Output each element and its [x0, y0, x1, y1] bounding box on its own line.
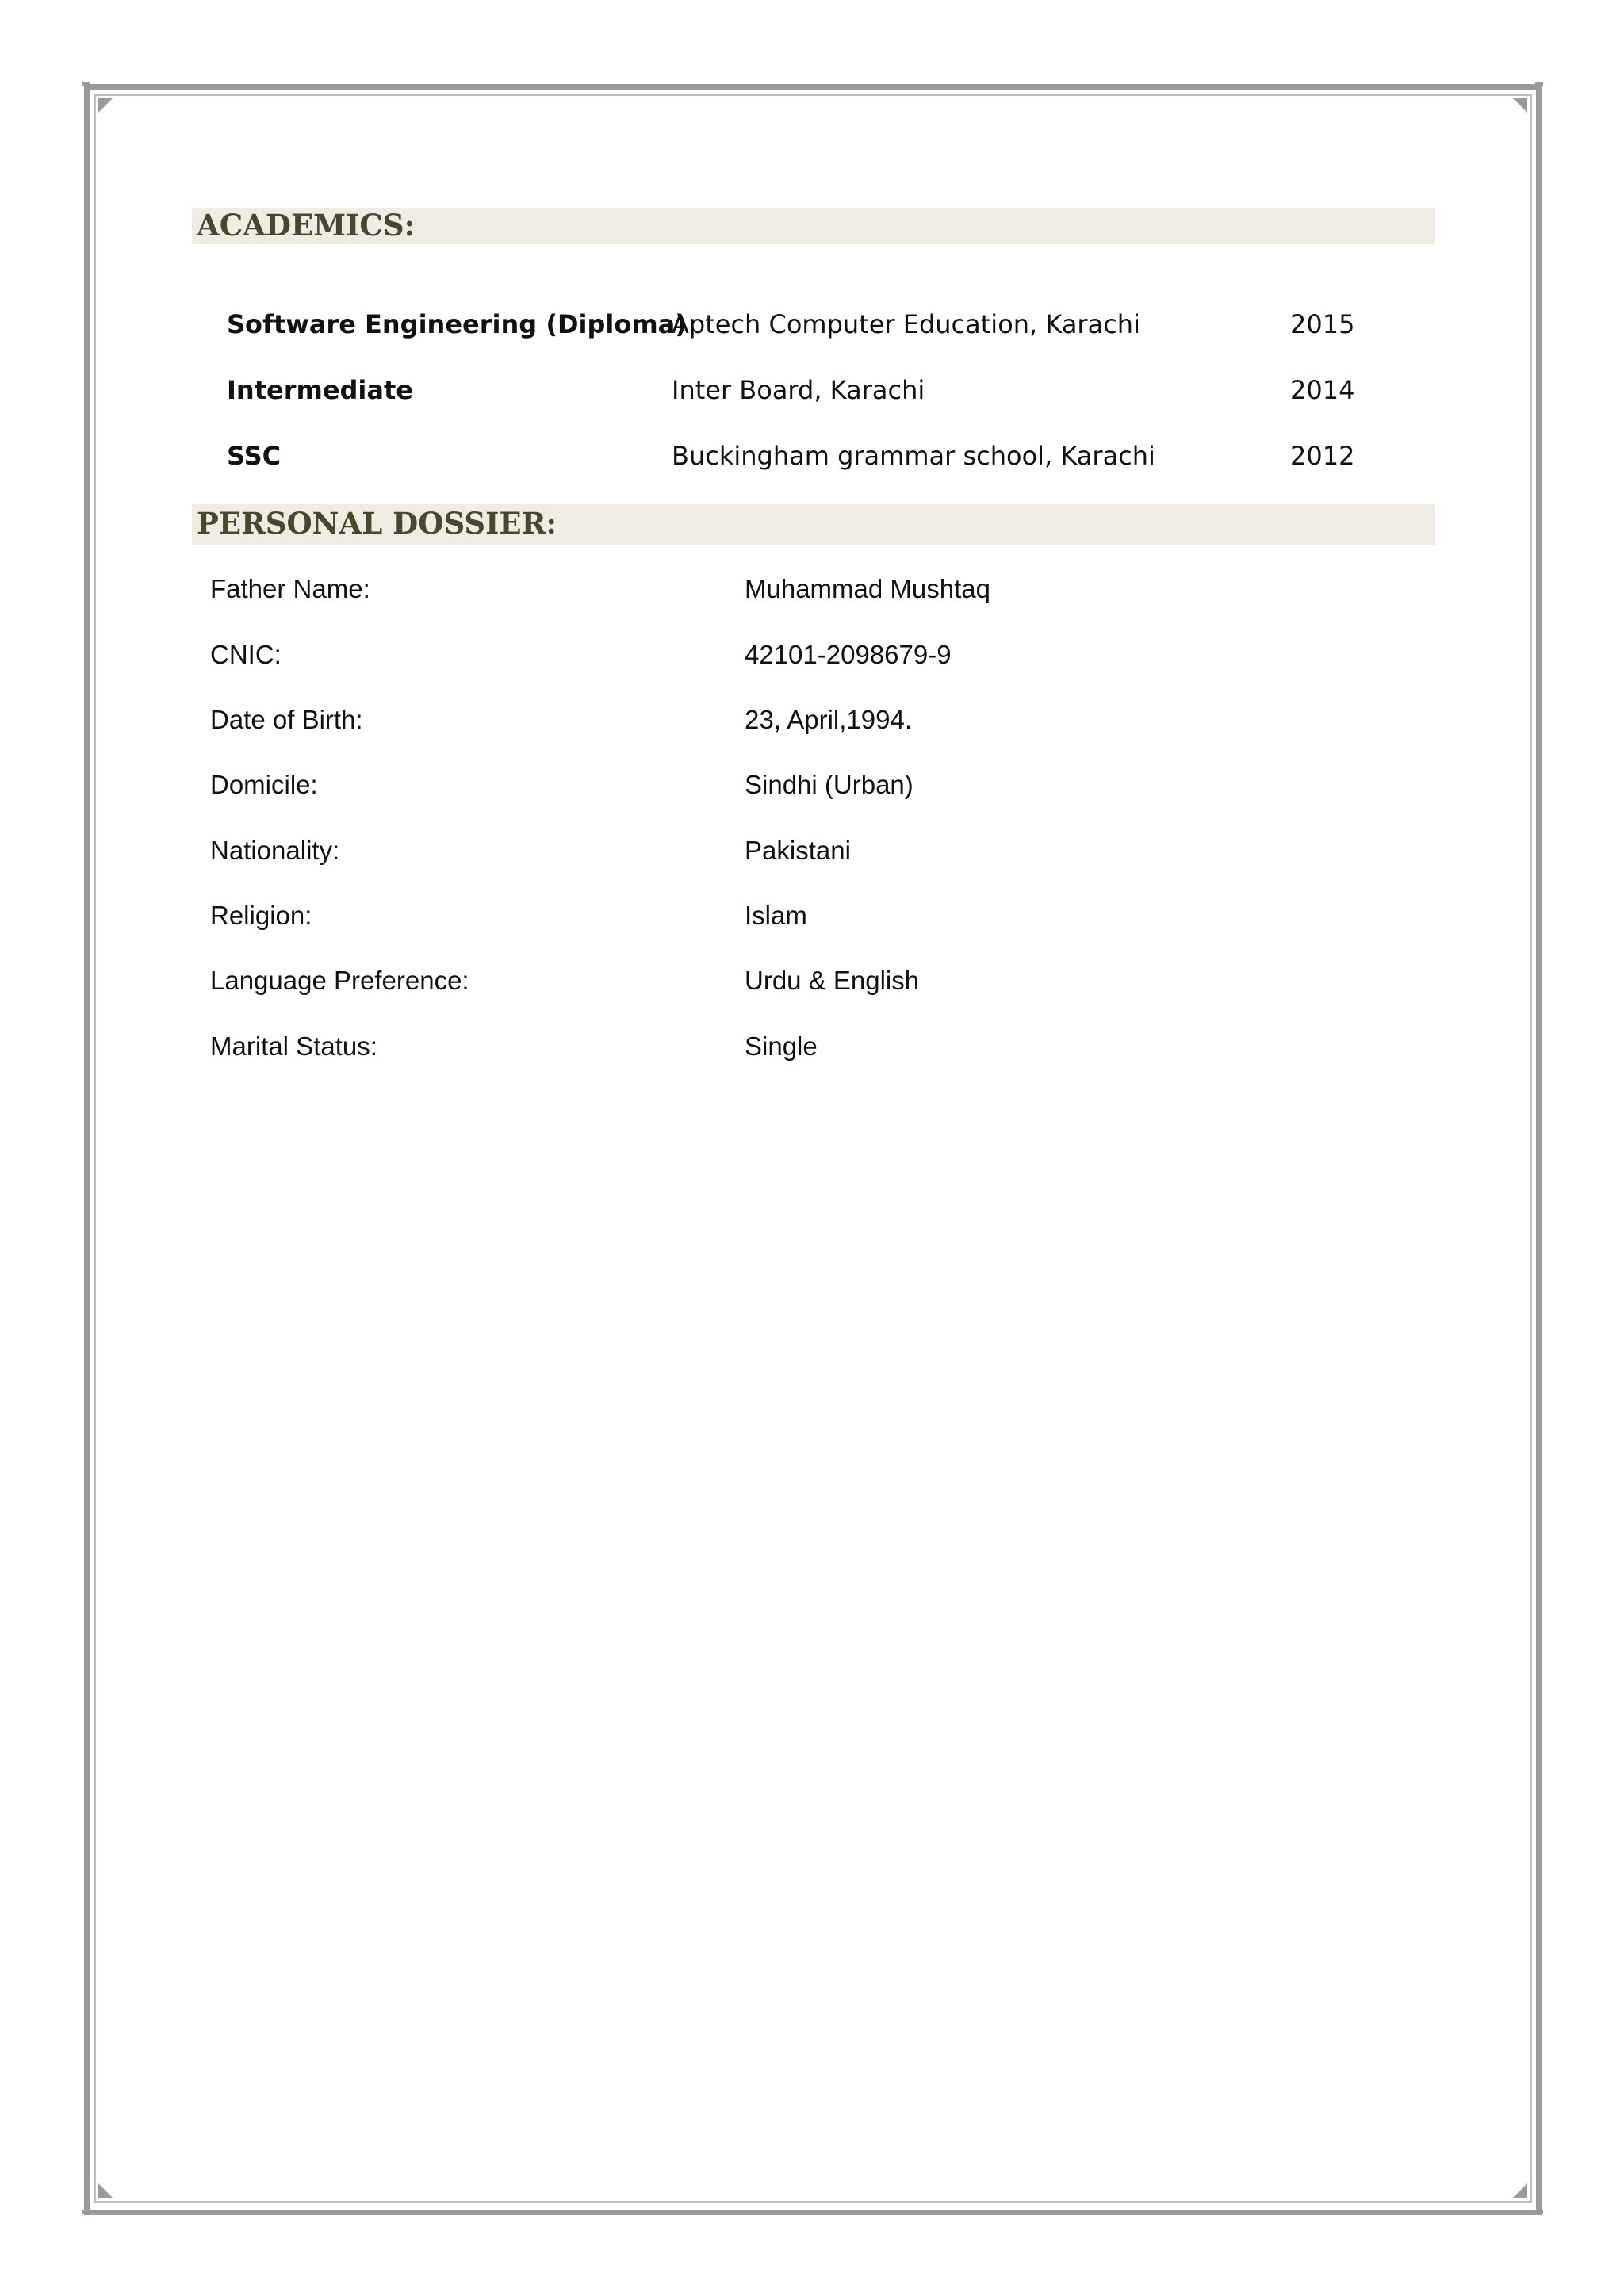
dossier-value: Single [745, 1031, 818, 1061]
corner-tick [1535, 82, 1543, 86]
dossier-row [0, 1027, 1624, 1066]
dossier-row [0, 961, 1624, 1001]
academics-year: 2015 [1290, 309, 1355, 339]
dossier-row [0, 635, 1624, 675]
dossier-label: Date of Birth: [210, 705, 363, 734]
corner-ornament-bottom-left [98, 2183, 113, 2198]
academics-qualification: Intermediate [227, 375, 413, 405]
page-border-inner-bottom [94, 2201, 1532, 2203]
dossier-value: Urdu & English [745, 966, 920, 995]
academics-institution: Buckingham grammar school, Karachi [672, 441, 1155, 471]
dossier-value: Pakistani [745, 836, 851, 865]
academics-heading: ACADEMICS: [192, 208, 1435, 244]
personal-dossier-heading: PERSONAL DOSSIER: [192, 504, 1435, 545]
dossier-label: Religion: [210, 901, 312, 930]
dossier-value: 42101-2098679-9 [745, 640, 952, 669]
dossier-row [0, 569, 1624, 609]
dossier-value: Islam [745, 901, 807, 930]
academics-institution: Aptech Computer Education, Karachi [672, 309, 1140, 339]
page-border-inner-left [94, 94, 96, 2203]
academics-year: 2012 [1290, 441, 1355, 471]
dossier-label: Marital Status: [210, 1031, 377, 1061]
corner-tick [1535, 2210, 1543, 2214]
dossier-row [0, 896, 1624, 936]
dossier-row [0, 765, 1624, 805]
academics-qualification: Software Engineering (Diploma) [227, 309, 687, 339]
corner-ornament-bottom-right [1513, 2183, 1527, 2198]
dossier-label: Language Preference: [210, 966, 469, 995]
corner-ornament-top-left [98, 98, 113, 113]
academics-row [0, 304, 1624, 344]
corner-ornament-top-right [1513, 98, 1527, 113]
page-border-inner-right [1530, 94, 1532, 2203]
dossier-value: 23, April,1994. [745, 705, 912, 734]
dossier-row [0, 831, 1624, 871]
academics-institution: Inter Board, Karachi [672, 375, 925, 405]
dossier-label: CNIC: [210, 640, 282, 669]
academics-qualification: SSC [227, 441, 282, 471]
dossier-value: Sindhi (Urban) [745, 770, 914, 799]
corner-tick [82, 82, 90, 86]
dossier-label: Nationality: [210, 836, 340, 865]
page-border-inner-top [94, 94, 1532, 96]
dossier-row [0, 700, 1624, 740]
academics-row [0, 436, 1624, 476]
dossier-value: Muhammad Mushtaq [745, 574, 990, 603]
academics-year: 2014 [1290, 375, 1355, 405]
dossier-label: Father Name: [210, 574, 370, 603]
dossier-label: Domicile: [210, 770, 318, 799]
corner-tick [82, 2210, 90, 2214]
academics-row [0, 370, 1624, 410]
